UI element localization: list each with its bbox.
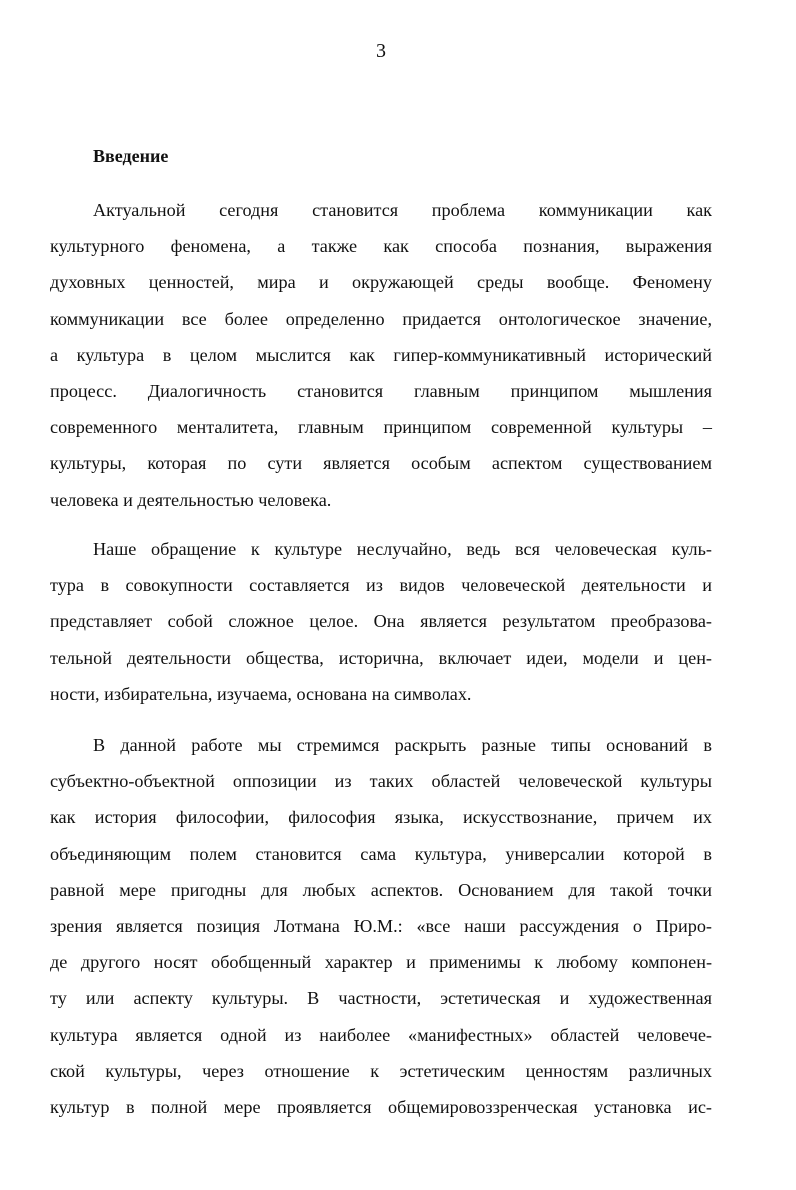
text-line: В данной работе мы стремимся раскрыть разные типы оснований в bbox=[93, 735, 712, 755]
text-line: культуры, которая по сути является особым аспектом существованием bbox=[50, 453, 712, 474]
page-number: 3 bbox=[376, 40, 386, 62]
paragraph-1 bbox=[50, 192, 712, 518]
section-heading: Введение bbox=[93, 146, 169, 166]
text-line: де другого носят обобщенный характер и применимы к любому компонен- bbox=[50, 952, 712, 973]
text-line: как история философии, философия языка, искусствознание, причем их bbox=[50, 807, 712, 828]
text-line: человека и деятельностью человека. bbox=[50, 489, 332, 510]
text-line: представляет собой сложное целое. Она является результатом преобразова- bbox=[50, 611, 712, 632]
text-line: духовных ценностей, мира и окружающей среды вообще. Феномену bbox=[50, 272, 712, 293]
text-line: ской культуры, через отношение к эстетическим ценностям различных bbox=[50, 1060, 712, 1081]
paragraph-3 bbox=[50, 727, 712, 1125]
text-line: тельной деятельности общества, исторична, включает идеи, модели и цен- bbox=[50, 647, 712, 668]
paragraph-2 bbox=[50, 531, 712, 712]
text-line: процесс. Диалогичность становится главным принципом мышления bbox=[50, 381, 712, 402]
text-line: ности, избирательна, изучаема, основана на символах. bbox=[50, 683, 472, 704]
text-line: Наше обращение к культуре неслучайно, ведь вся человеческая куль- bbox=[93, 539, 712, 559]
text-line: объединяющим полем становится сама культура, универсалии которой в bbox=[50, 843, 712, 864]
text-line: культура является одной из наиболее «манифестных» областей человече- bbox=[50, 1024, 712, 1045]
text-line: культур в полной мере проявляется общемировоззренческая установка ис- bbox=[50, 1097, 712, 1118]
text-line: субъектно-объектной оппозиции из таких областей человеческой культуры bbox=[50, 771, 712, 792]
text-line: ту или аспекту культуры. В частности, эстетическая и художественная bbox=[50, 988, 712, 1009]
text-line: коммуникации все более определенно придается онтологическое значение, bbox=[50, 308, 712, 329]
text-line: равной мере пригодны для любых аспектов. Основанием для такой точки bbox=[50, 879, 712, 900]
text-line: зрения является позиция Лотмана Ю.М.: «все наши рассуждения о Приро- bbox=[50, 916, 712, 937]
text-line: Актуальной сегодня становится проблема коммуникации как bbox=[93, 200, 712, 220]
text-line: тура в совокупности составляется из видов человеческой деятельности и bbox=[50, 575, 712, 596]
text-line: а культура в целом мыслится как гипер-коммуникативный исторический bbox=[50, 344, 712, 365]
text-line: современного менталитета, главным принципом современной культуры – bbox=[50, 417, 712, 438]
text-line: культурного феномена, а также как способа познания, выражения bbox=[50, 236, 712, 257]
